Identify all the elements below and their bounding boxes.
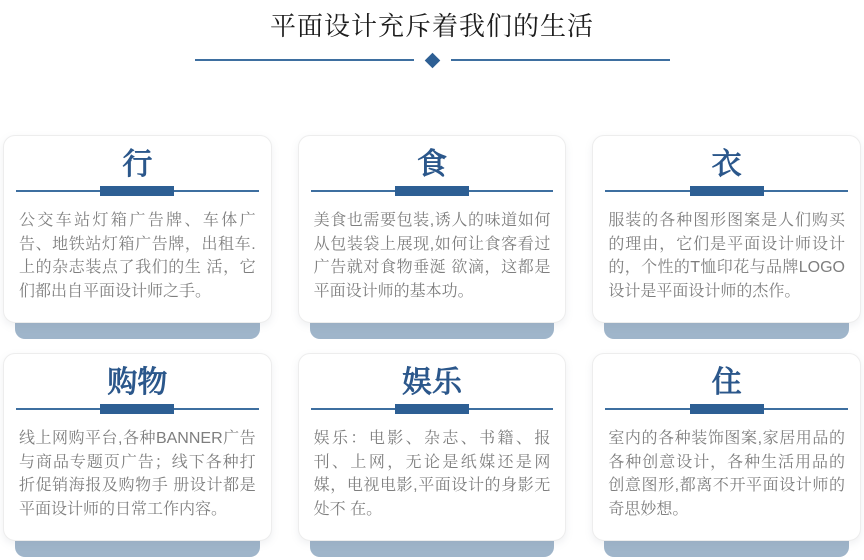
divider-line-right	[451, 59, 670, 61]
card-title-divider	[311, 186, 554, 196]
card-title-divider	[311, 404, 554, 414]
title-divider	[0, 52, 864, 68]
card-housing	[592, 353, 861, 541]
card-body-text: 服装的各种图形图案是人们购买的理由，它们是平面设计师设计的，个性的T恤印花与品牌LOGO设计是平面设计师的杰作。	[608, 212, 845, 300]
card-title: 娱乐	[401, 366, 462, 399]
card-travel	[3, 135, 272, 323]
divider-line-left	[195, 59, 414, 61]
card-title-divider	[605, 186, 848, 196]
card-panel	[592, 135, 861, 323]
card-body-text: 娱乐：电影、杂志、书籍、报刊、上网，无论是纸媒还是网媒，电视电影,平面设计的身影无处不 在。	[313, 430, 551, 518]
card-title: 行	[122, 148, 153, 181]
cards-grid	[3, 135, 861, 541]
card-body-text: 线上网购平台,各种BANNER广告与商品专题页广告；线下各种打折促销海报及购物手 册设计都是平面设计师的日常工作内容。	[19, 430, 256, 518]
card-food	[298, 135, 567, 323]
card-panel	[3, 353, 272, 541]
card-panel	[592, 353, 861, 541]
card-title-divider	[16, 404, 259, 414]
page-title: 平面设计充斥着我们的生活	[269, 11, 594, 41]
card-title: 衣	[711, 148, 742, 181]
card-panel	[3, 135, 272, 323]
card-title: 购物	[107, 366, 168, 399]
card-title: 食	[416, 148, 447, 181]
section-header	[0, 0, 864, 68]
card-title-divider	[605, 404, 848, 414]
card-title: 住	[711, 366, 742, 399]
card-entertainment	[298, 353, 567, 541]
card-body-text: 美食也需要包装,诱人的味道如何从包装袋上展现,如何让食客看过广告就对食物垂涎 欲滴，这都是平面设计师的基本功。	[313, 212, 551, 300]
card-clothing	[592, 135, 861, 323]
diamond-icon	[424, 52, 440, 68]
card-body-text: 室内的各种装饰图案,家居用品的各种创意设计，各种生活用品的创意图形,都离不开平面设计师的奇思妙想。	[608, 430, 845, 518]
card-body-text: 公交车站灯箱广告牌、车体广告、地铁站灯箱广告牌，出租车.上的杂志装点了我们的生 活，它们都出自平面设计师之手。	[19, 212, 256, 300]
card-panel	[298, 135, 567, 323]
card-title-divider	[16, 186, 259, 196]
card-shopping	[3, 353, 272, 541]
card-panel	[298, 353, 567, 541]
